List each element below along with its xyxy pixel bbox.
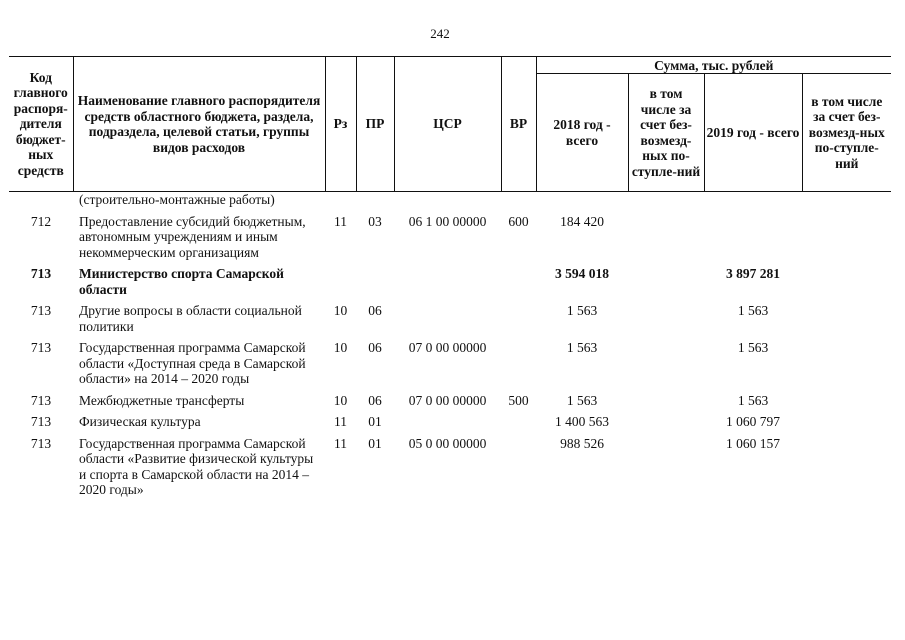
cell-2018-free — [628, 408, 704, 430]
cell-2018-total: 1 563 — [566, 340, 598, 355]
table-header — [9, 57, 891, 192]
cell-2018-free — [628, 260, 704, 297]
cell-rz: 11 — [334, 414, 347, 429]
cell-2019-total: 1 060 157 — [726, 435, 780, 451]
cell-rz: 10 — [333, 340, 348, 355]
cell-pr: 06 — [368, 392, 382, 408]
table-row — [9, 208, 891, 261]
cell-rz: 11 — [334, 213, 347, 229]
cell-2019-free — [802, 260, 891, 297]
cell-code: 713 — [30, 435, 52, 451]
cell-2019-free — [802, 387, 891, 409]
table-row — [9, 334, 891, 387]
cell-2019-free — [802, 430, 891, 498]
cell-2019-total — [704, 192, 802, 208]
cell-rz — [325, 192, 356, 208]
cell-2018-free — [628, 208, 704, 261]
cell-name: Министерство спорта Самарской области — [79, 266, 284, 297]
cell-name: (строительно-монтажные работы) — [79, 192, 275, 207]
cell-2018-free — [628, 430, 704, 498]
cell-code: 713 — [30, 340, 52, 355]
cell-name: Предоставление субсидий бюджетным, автономным учреждениям и иным некоммерческим организациям — [79, 213, 306, 260]
cell-vr: 500 — [508, 392, 529, 408]
cell-2018-free — [628, 297, 704, 334]
cell-vr — [501, 297, 536, 334]
cell-code: 713 — [30, 266, 52, 281]
cell-code: 713 — [30, 392, 52, 408]
budget-table — [9, 56, 891, 498]
cell-csr: 07 0 00 00000 — [408, 392, 487, 408]
cell-2018-total: 1 400 563 — [555, 414, 609, 429]
cell-name: Межбюджетные трансферты — [79, 392, 245, 408]
cell-2019-free — [802, 208, 891, 261]
table-row — [9, 387, 891, 409]
cell-2019-free — [802, 297, 891, 334]
cell-2019-free — [802, 334, 891, 387]
cell-pr: 06 — [368, 340, 382, 355]
cell-csr — [394, 192, 501, 208]
cell-code: 712 — [30, 213, 52, 229]
header-pr: ПР — [356, 57, 394, 192]
cell-2018-free — [628, 334, 704, 387]
header-vr: ВР — [501, 57, 536, 192]
cell-csr — [394, 297, 501, 334]
cell-2019-total: 1 563 — [737, 303, 769, 318]
cell-rz: 11 — [334, 435, 347, 451]
cell-pr — [356, 192, 394, 208]
cell-2018-total: 988 526 — [560, 435, 604, 451]
header-csr: ЦСР — [394, 57, 501, 192]
cell-2018-total — [536, 192, 628, 208]
cell-csr — [394, 408, 501, 430]
cell-name: Физическая культура — [79, 414, 201, 429]
cell-pr: 01 — [368, 435, 382, 451]
cell-vr — [501, 430, 536, 498]
cell-code — [9, 192, 73, 208]
cell-name: Государственная программа Самарской области «Развитие физической культуры и спорта в Самарской области на 2014 – 2020 годы» — [79, 435, 314, 497]
cell-vr: 600 — [508, 213, 529, 229]
cell-pr: 01 — [368, 414, 382, 429]
header-rz: Рз — [325, 57, 356, 192]
cell-csr: 07 0 00 00000 — [408, 340, 487, 355]
cell-pr: 03 — [368, 213, 382, 229]
header-2019-free: в том числе за счет без-возмезд-ных по-ступле-ний — [802, 74, 891, 192]
cell-vr — [501, 408, 536, 430]
cell-2018-free — [628, 192, 704, 208]
cell-2019-free — [802, 408, 891, 430]
cell-name: Другие вопросы в области социальной политики — [79, 303, 302, 334]
table-row — [9, 192, 891, 208]
cell-csr: 05 0 00 00000 — [408, 435, 487, 451]
cell-2019-total: 3 897 281 — [726, 266, 780, 281]
cell-2018-total: 1 563 — [566, 392, 598, 408]
cell-code: 713 — [30, 303, 52, 318]
cell-rz: 10 — [333, 303, 348, 318]
budget-table-container — [9, 56, 891, 498]
header-2018-total: 2018 год - всего — [536, 74, 628, 192]
cell-2019-total: 1 060 797 — [726, 414, 780, 429]
cell-2019-free — [802, 192, 891, 208]
cell-2018-total: 3 594 018 — [555, 266, 609, 281]
cell-csr: 06 1 00 00000 — [408, 213, 487, 229]
table-row — [9, 408, 891, 430]
header-2019-total: 2019 год - всего — [704, 74, 802, 192]
header-name: Наименование главного распорядителя средств областного бюджета, раздела, подраздела, целевой статьи, группы видов расходов — [73, 57, 325, 192]
cell-pr: 06 — [368, 303, 382, 318]
header-code: Код главного распоря-дителя бюджет-ных средств — [9, 57, 73, 192]
table-row — [9, 430, 891, 498]
table-row — [9, 260, 891, 297]
cell-2018-total: 1 563 — [566, 303, 598, 318]
header-2018-free: в том числе за счет без-возмезд-ных по-ступле-ний — [628, 74, 704, 192]
cell-2019-total: 1 563 — [737, 392, 769, 408]
cell-vr — [501, 334, 536, 387]
cell-rz: 10 — [333, 392, 348, 408]
cell-2019-total: 1 563 — [737, 340, 769, 355]
cell-csr — [394, 260, 501, 297]
header-sum-group: Сумма, тыс. рублей — [536, 57, 891, 74]
cell-vr — [501, 260, 536, 297]
cell-pr — [356, 260, 394, 297]
table-row — [9, 297, 891, 334]
cell-vr — [501, 192, 536, 208]
cell-code: 713 — [30, 414, 52, 429]
cell-2018-free — [628, 387, 704, 409]
cell-name: Государственная программа Самарской области «Доступная среда в Самарской области» на 2014 – 2020 годы — [79, 340, 306, 386]
page-number: 242 — [430, 26, 450, 41]
cell-rz — [325, 260, 356, 297]
table-body — [9, 192, 891, 498]
cell-2019-total — [704, 208, 802, 261]
cell-2018-total: 184 420 — [560, 213, 604, 229]
